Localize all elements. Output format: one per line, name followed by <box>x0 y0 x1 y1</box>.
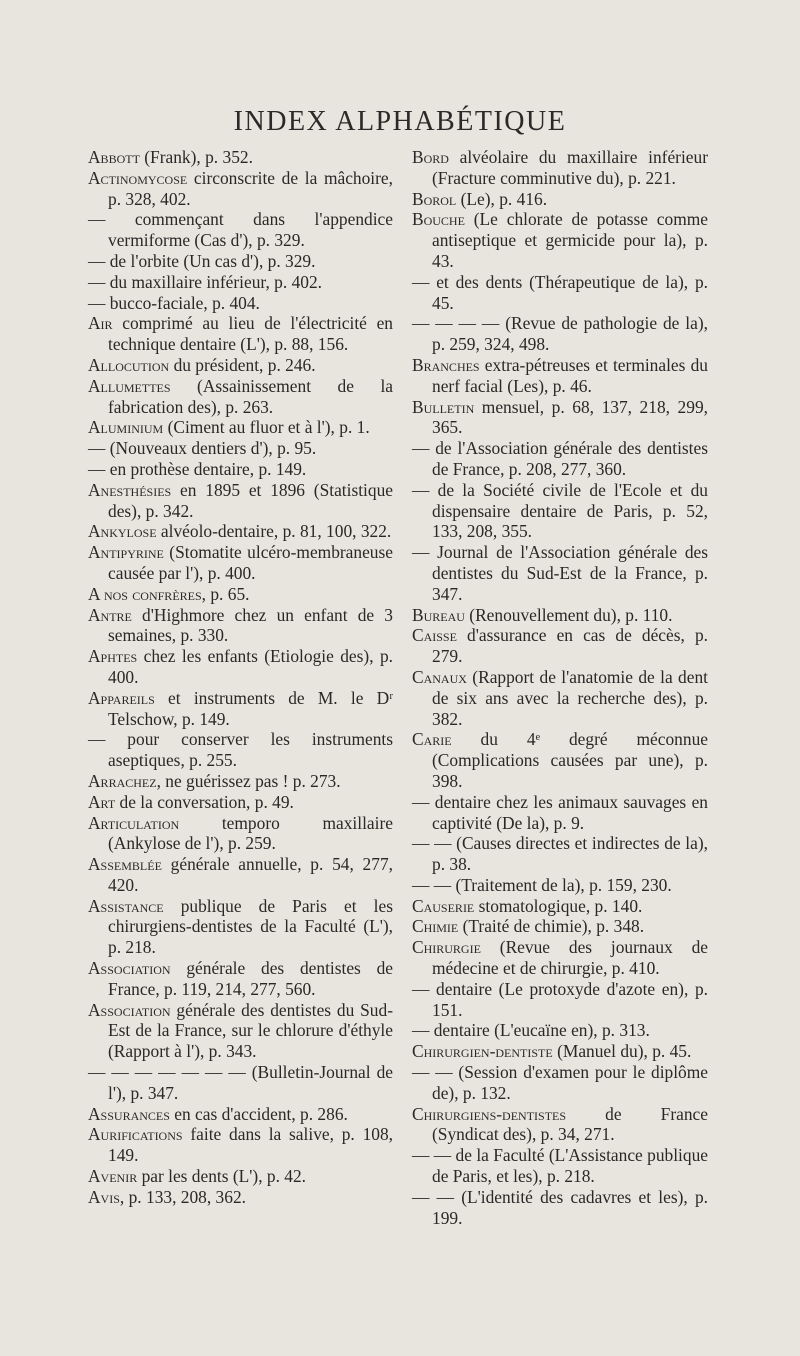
entry-text: comprimé au lieu de l'électricité en technique dentaire (L'), p. 88, 156. <box>108 313 393 355</box>
index-entry <box>88 1062 393 1104</box>
index-entry <box>412 667 708 729</box>
entry-headword: Ankylose <box>88 521 157 542</box>
entry-headword: Aurifications <box>88 1124 183 1145</box>
entry-text: générale des dentistes du Sud-Est de la France, sur le chlorure d'éthyle (Rapport à l'), p. 343. <box>108 999 393 1062</box>
index-entry <box>88 1000 393 1062</box>
entry-headword: Association <box>88 958 171 979</box>
index-entry <box>88 417 393 438</box>
index-entry <box>88 355 393 376</box>
index-entry <box>412 209 708 271</box>
index-entry <box>88 605 393 647</box>
entry-text: (Rapport de l'anatomie de la dent de six ans avec la recherche des), p. 382. <box>432 666 708 729</box>
entry-text: — commençant dans l'appendice vermiforme (Cas d'), p. 329. <box>88 209 393 251</box>
entry-headword: Borol <box>412 188 457 209</box>
index-entry <box>412 833 708 875</box>
entry-text: , p. 133, 208, 362. <box>119 1186 246 1207</box>
entry-headword: Allumettes <box>88 375 171 396</box>
entry-text: circonscrite de la mâchoire, p. 328, 402. <box>108 167 393 209</box>
index-entry <box>412 355 708 397</box>
index-entry <box>88 688 393 730</box>
entry-text: — en prothèse dentaire, p. 149. <box>88 458 307 479</box>
index-entry <box>412 729 708 791</box>
entry-text: (Ciment au fluor et à l'), p. 1. <box>163 417 370 438</box>
entry-text: extra-pétreuses et terminales du nerf facial (Les), p. 46. <box>432 354 708 396</box>
index-entry <box>88 376 393 418</box>
entry-text: — dentaire chez les animaux sauvages en captivité (De la), p. 9. <box>412 791 708 833</box>
index-entry <box>88 521 393 542</box>
index-entry <box>412 1020 708 1041</box>
index-entry <box>412 916 708 937</box>
entry-text: mensuel, p. 68, 137, 218, 299, 365. <box>432 396 708 438</box>
entry-text: — — (Session d'examen pour le diplôme de), p. 132. <box>412 1062 708 1103</box>
index-entry <box>88 251 393 272</box>
index-entry <box>88 854 393 896</box>
entry-text: — pour conserver les instruments aseptiques, p. 255. <box>88 729 393 771</box>
index-entry <box>412 1062 708 1104</box>
index-entry <box>88 168 393 210</box>
index-entry <box>412 147 708 189</box>
index-entry <box>88 480 393 522</box>
index-entry <box>88 272 393 293</box>
index-entry <box>88 438 393 459</box>
entry-text: stomatologique, p. 140. <box>474 895 643 916</box>
index-entry <box>88 542 393 584</box>
entry-text: (Le), p. 416. <box>456 188 548 209</box>
entry-text: (Frank), p. 352. <box>139 147 253 167</box>
index-entry <box>412 542 708 604</box>
entry-text: faite dans la salive, p. 108, 149. <box>108 1124 393 1166</box>
entry-headword: Antre <box>88 604 132 625</box>
entry-headword: Avis <box>88 1186 120 1207</box>
index-entry <box>412 1104 708 1146</box>
entry-headword: Anesthésies <box>88 479 172 500</box>
entry-headword: Abbott <box>88 147 140 167</box>
index-entry <box>412 272 708 314</box>
entry-text: chez les enfants (Etiologie des), p. 400. <box>108 646 393 687</box>
entry-text: — — de la Faculté (L'Assistance publique de Paris, et les), p. 218. <box>412 1145 708 1187</box>
entry-text: (Revue des journaux de médecine et de chirurgie, p. 410. <box>432 937 708 979</box>
index-entry <box>412 1041 708 1062</box>
entry-headword: Avenir <box>88 1166 138 1187</box>
entry-headword: Air <box>88 313 113 334</box>
entry-headword: Carie <box>412 729 452 750</box>
index-entry <box>412 1145 708 1187</box>
left-column <box>88 147 393 1208</box>
index-entry <box>88 646 393 688</box>
index-entry <box>412 875 708 896</box>
entry-headword: Bord <box>412 147 449 167</box>
entry-headword: Causerie <box>412 895 475 916</box>
index-entry <box>412 438 708 480</box>
entry-text: (Traité de chimie), p. 348. <box>458 916 645 937</box>
entry-headword: Branches <box>412 354 480 375</box>
entry-text: , p. 65. <box>201 583 250 604</box>
index-entry <box>412 397 708 439</box>
index-entry <box>412 896 708 917</box>
entry-text: — dentaire (Le protoxyde d'azote en), p. 151. <box>412 978 708 1020</box>
index-entry <box>412 625 708 667</box>
entry-text: — — (L'identité des cadavres et les), p. 199. <box>412 1186 708 1228</box>
index-entry <box>412 937 708 979</box>
index-entry <box>412 480 708 542</box>
entry-text: — — (Traitement de la), p. 159, 230. <box>412 874 672 895</box>
entry-text: en 1895 et 1896 (Statistique des), p. 342. <box>108 479 393 521</box>
entry-headword: Arrachez <box>88 770 157 791</box>
entry-headword: Aphtes <box>88 646 138 667</box>
index-entry <box>412 189 708 210</box>
entry-text: en cas d'accident, p. 286. <box>169 1103 348 1124</box>
entry-text: alvéolaire du maxillaire inférieur (Fracture comminutive du), p. 221. <box>432 147 708 188</box>
entry-text: — du maxillaire inférieur, p. 402. <box>88 271 323 292</box>
index-entry <box>412 979 708 1021</box>
entry-text: générale annuelle, p. 54, 277, 420. <box>108 854 393 895</box>
entry-headword: Canaux <box>412 666 467 687</box>
entry-text: de France (Syndicat des), p. 34, 271. <box>432 1103 708 1145</box>
entry-headword: Articulation <box>88 812 180 833</box>
entry-headword: Appareils <box>88 687 155 708</box>
index-entry <box>88 1166 393 1187</box>
index-entry <box>88 1104 393 1125</box>
index-entry <box>412 605 708 626</box>
entry-text: (Renouvellement du), p. 110. <box>464 604 673 625</box>
index-entry <box>88 147 393 168</box>
entry-headword: Antipyrine <box>88 542 164 563</box>
entry-text: du 4ᵉ degré méconnue (Complications causées par une), p. 398. <box>432 729 708 791</box>
index-entry <box>88 1187 393 1208</box>
entry-text: par les dents (L'), p. 42. <box>137 1166 307 1187</box>
entry-text: publique de Paris et les chirurgiens-dentistes de la Faculté (L'), p. 218. <box>108 895 393 958</box>
entry-text: (Le chlorate de potasse comme antiseptique et germicide pour la), p. 43. <box>432 209 708 271</box>
entry-text: d'Highmore chez un enfant de 3 semaines, p. 330. <box>108 604 393 646</box>
entry-headword: Bureau <box>412 604 465 625</box>
entry-text: de la conversation, p. 49. <box>115 791 294 812</box>
index-entry <box>412 313 708 355</box>
index-entry <box>88 813 393 855</box>
entry-text: — — — — (Revue de pathologie de la), p. 259, 324, 498. <box>412 313 708 355</box>
entry-text: temporo maxillaire (Ankylose de l'), p. 259. <box>108 812 393 854</box>
entry-headword: Chirurgiens-dentistes <box>412 1103 567 1124</box>
index-entry <box>88 293 393 314</box>
index-entry <box>412 1187 708 1229</box>
index-entry <box>412 792 708 834</box>
entry-headword: Chirurgie <box>412 937 481 958</box>
entry-text: , ne guérissez pas ! p. 273. <box>156 770 341 791</box>
page-title: INDEX ALPHABÉTIQUE <box>233 106 567 137</box>
index-entry <box>88 459 393 480</box>
index-entry <box>88 1124 393 1166</box>
entry-headword: Allocution <box>88 354 170 375</box>
entry-headword: Chimie <box>412 916 459 937</box>
entry-text: — bucco-faciale, p. 404. <box>88 292 260 313</box>
entry-text: — de l'orbite (Un cas d'), p. 329. <box>88 250 316 271</box>
entry-text: alvéolo-dentaire, p. 81, 100, 322. <box>156 521 392 542</box>
index-entry <box>88 313 393 355</box>
entry-headword: Actinomycose <box>88 167 188 188</box>
index-entry <box>88 771 393 792</box>
entry-text: (Assainissement de la fabrication des), p. 263. <box>108 375 393 417</box>
entry-text: — de la Société civile de l'Ecole et du dispensaire dentaire de Paris, p. 52, 133, 208, 355. <box>412 479 708 542</box>
entry-text: — dentaire (L'eucaïne en), p. 313. <box>412 1020 650 1041</box>
entry-headword: Art <box>88 791 116 812</box>
entry-headword: Association <box>88 999 171 1020</box>
entry-headword: Assistance <box>88 895 164 916</box>
entry-headword: Assurances <box>88 1103 170 1124</box>
entry-text: du président, p. 246. <box>169 354 316 375</box>
index-entry <box>88 209 393 251</box>
index-entry <box>88 896 393 958</box>
entry-text: — et des dents (Thérapeutique de la), p. 45. <box>412 271 708 313</box>
entry-text: et instruments de M. le Dʳ Telschow, p. 149. <box>108 687 393 729</box>
entry-text: d'assurance en cas de décès, p. 279. <box>432 625 708 667</box>
entry-headword: Bouche <box>412 209 465 230</box>
entry-headword: Assemblée <box>88 854 162 875</box>
entry-text: (Manuel du), p. 45. <box>552 1041 692 1062</box>
entry-text: (Stomatite ulcéro-membraneuse causée par l'), p. 400. <box>108 542 393 583</box>
entry-text: — de l'Association générale des dentistes de France, p. 208, 277, 360. <box>412 438 708 479</box>
index-entry <box>88 729 393 771</box>
right-column <box>412 147 708 1228</box>
entry-text: — — — — — — — (Bulletin-Journal de l'), p. 347. <box>88 1062 393 1103</box>
index-entry <box>88 958 393 1000</box>
entry-text: générale des dentistes de France, p. 119, 214, 277, 560. <box>108 958 393 999</box>
index-entry <box>88 792 393 813</box>
entry-headword: Aluminium <box>88 417 164 438</box>
entry-text: — (Nouveaux dentiers d'), p. 95. <box>88 438 317 459</box>
entry-headword: Chirurgien-dentiste <box>412 1041 553 1062</box>
entry-text: — — (Causes directes et indirectes de la), p. 38. <box>412 833 708 875</box>
entry-headword: Bulletin <box>412 396 475 417</box>
entry-headword: Caisse <box>412 625 457 646</box>
index-entry <box>88 584 393 605</box>
entry-headword: A nos confrères <box>88 583 202 604</box>
entry-text: — Journal de l'Association générale des dentistes du Sud-Est de la France, p. 347. <box>412 542 708 604</box>
